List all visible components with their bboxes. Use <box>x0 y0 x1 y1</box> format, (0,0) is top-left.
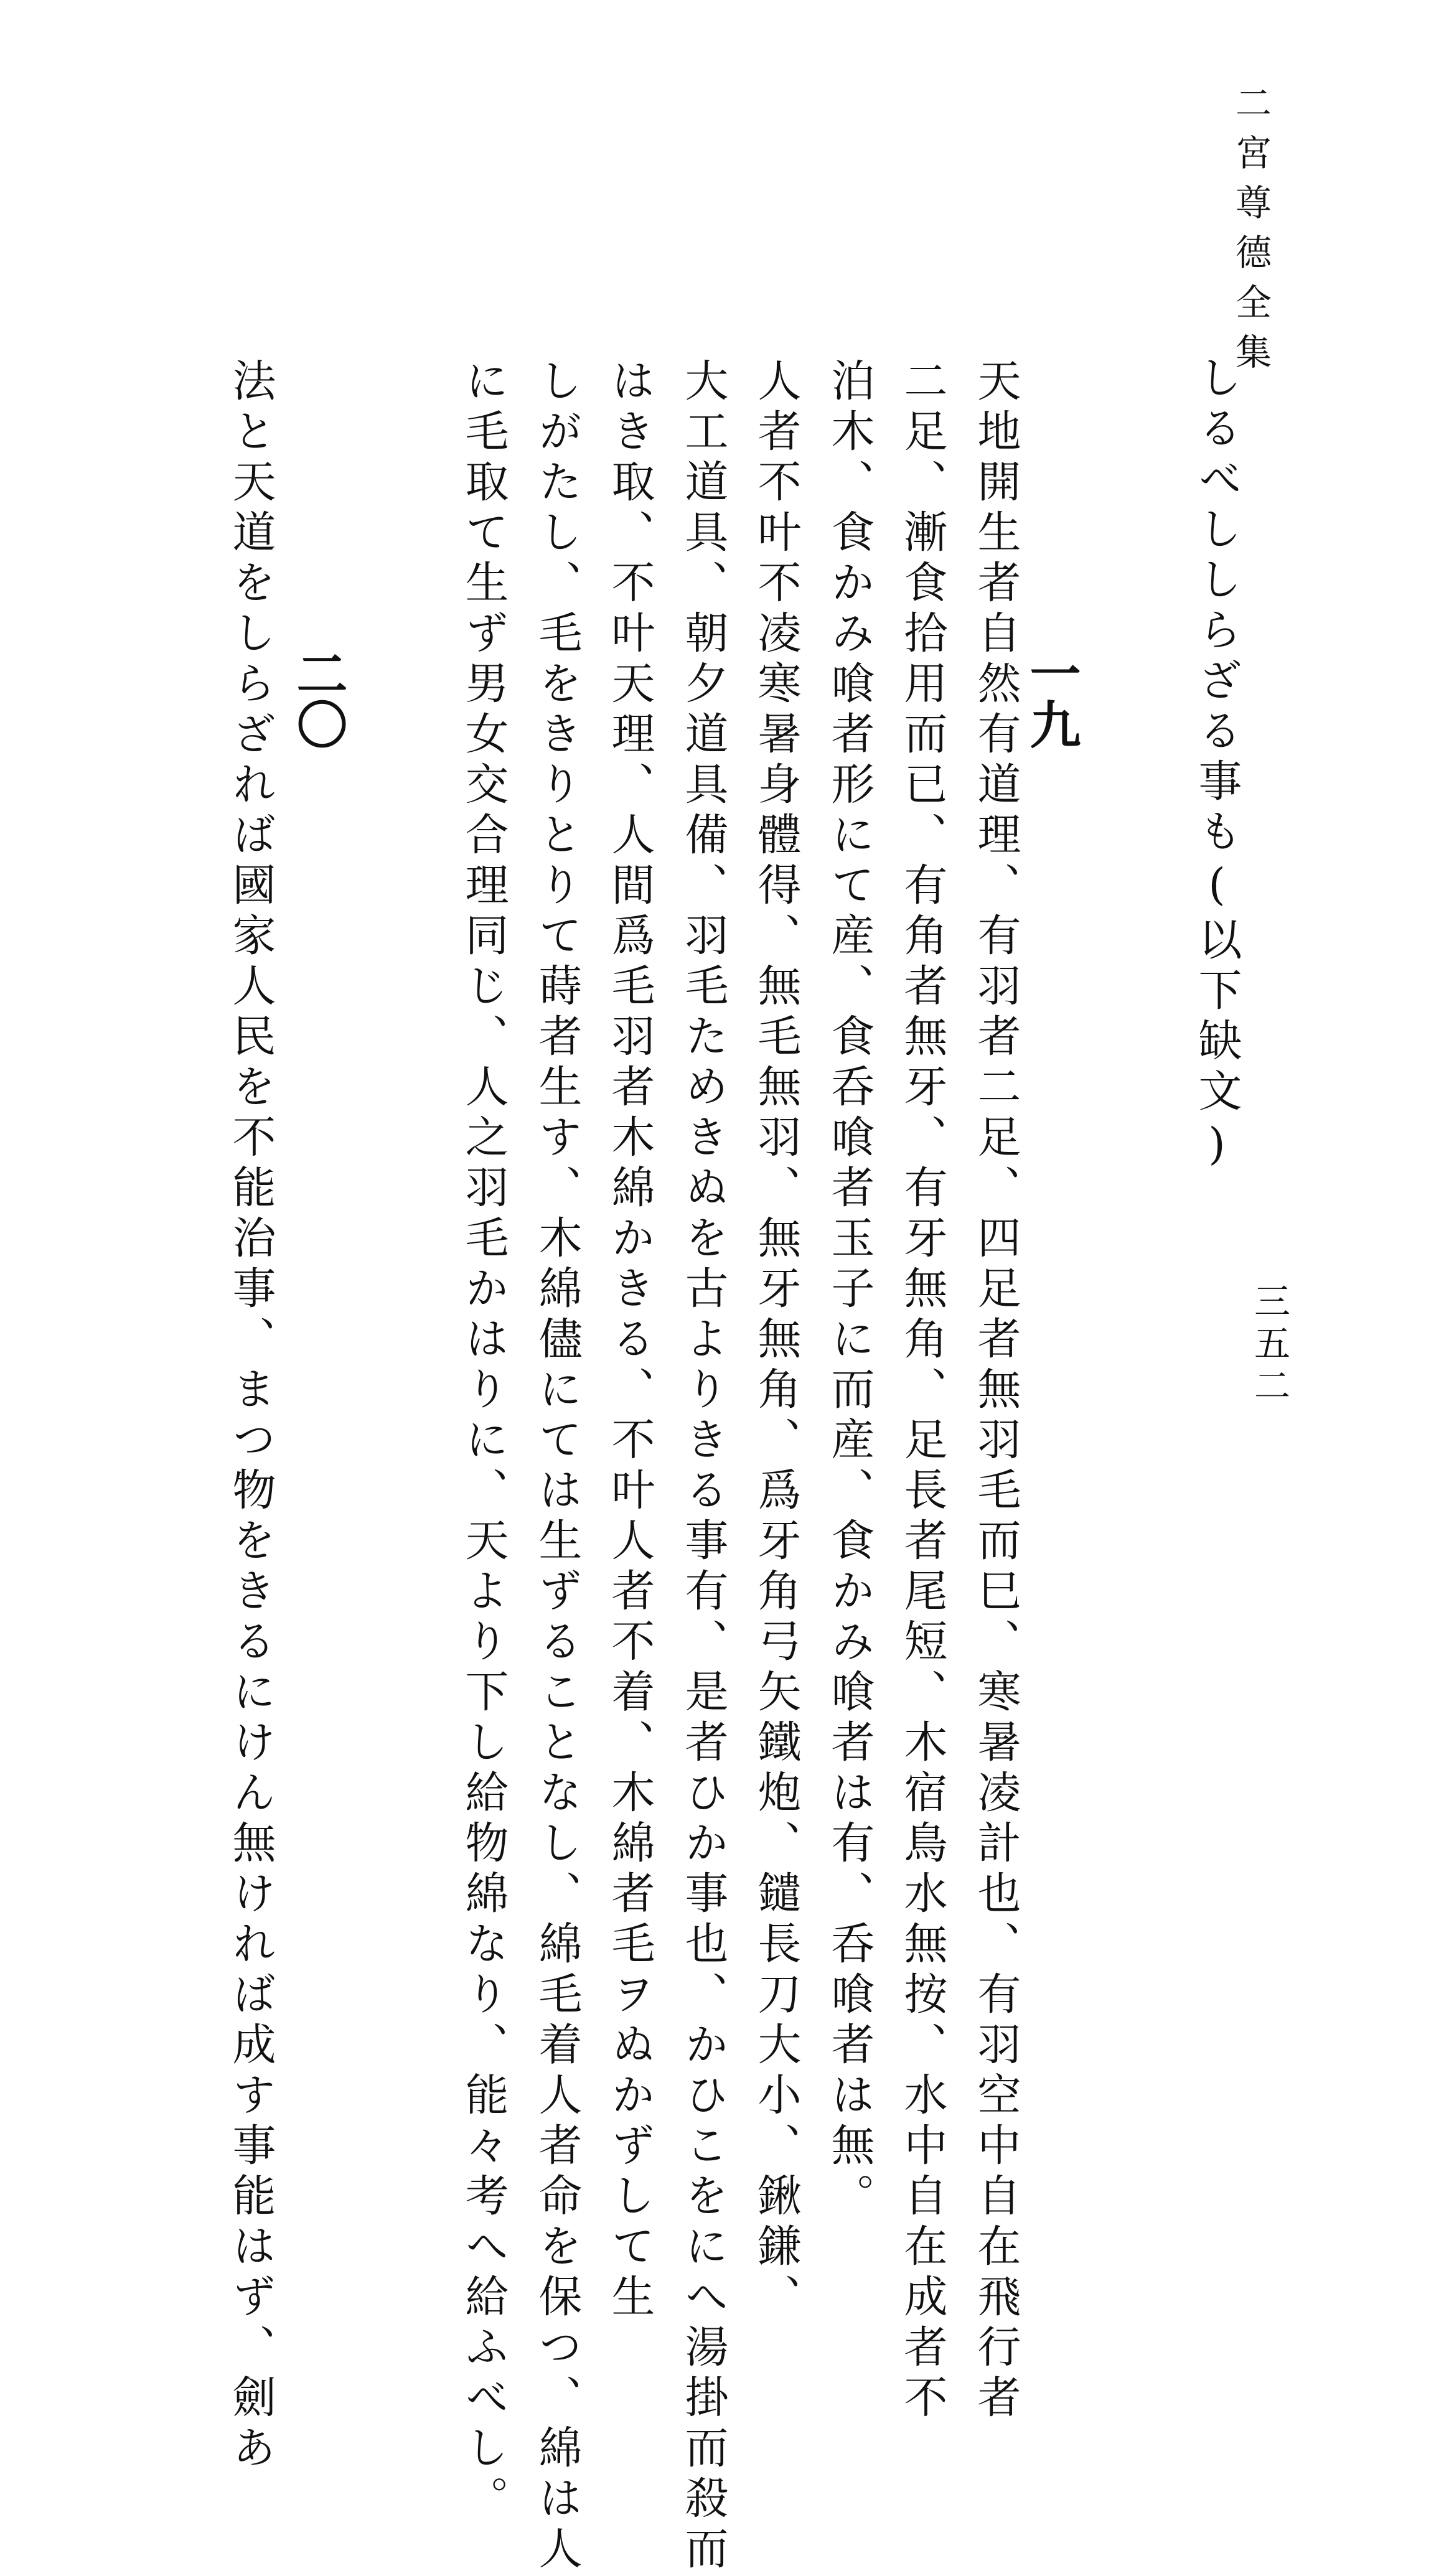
text-line-9: に毛取て生ず男女交合理同じ、人之羽毛かはりに、天より下し給物綿なり、能々考へ給ふべし。 <box>458 358 509 2526</box>
text-line-7: はき取、不叶天理、人間爲毛羽者木綿かきる、不叶人者不着、木綿者毛ヲぬかずして生 <box>604 358 655 2324</box>
text-line-2: 天地開生者自然有道理、有羽者二足、四足者無羽毛而巳、寒暑凌計也、有羽空中自在飛行者 <box>970 358 1021 2425</box>
section-number-19: 一九 <box>1021 647 1081 749</box>
text-line-10: 法と天道をしらざれば國家人民を不能治事、まつ物をきるにけん無ければ成す事能はず、劍あ <box>225 358 276 2475</box>
page-number: 三五二 <box>1248 1282 1290 1409</box>
text-line-8: しがたし、毛をきりとりて蒔者生す、木綿儘にては生ずることなし、綿毛着人者命を保つ、綿は人 <box>532 358 583 2576</box>
text-line-5: 人者不叶不凌寒暑身體得、無毛無羽、無牙無角、爲牙角弓矢鐵炮、鑓長刀大小、鍬鎌、 <box>751 358 802 2324</box>
section-number-20: 二〇 <box>288 647 348 749</box>
text-line-6: 大工道具、朝夕道具備、羽毛ためきぬを古よりきる事有、是者ひか事也、かひこをにへ湯掛而殺而 <box>678 358 729 2576</box>
text-line-1: しるべししらざる事も(以下缺文) <box>1191 355 1242 1176</box>
text-line-3: 二足、漸食拾用而已、有角者無牙、有牙無角、足長者尾短、木宿鳥水無按、水中自在成者不 <box>897 358 948 2425</box>
running-header: 二宮尊德全集 <box>1229 84 1272 383</box>
text-line-4: 泊木、食かみ喰者形にて産、食呑喰者玉子に而産、食かみ喰者は有、呑喰者は無。 <box>824 358 875 2223</box>
